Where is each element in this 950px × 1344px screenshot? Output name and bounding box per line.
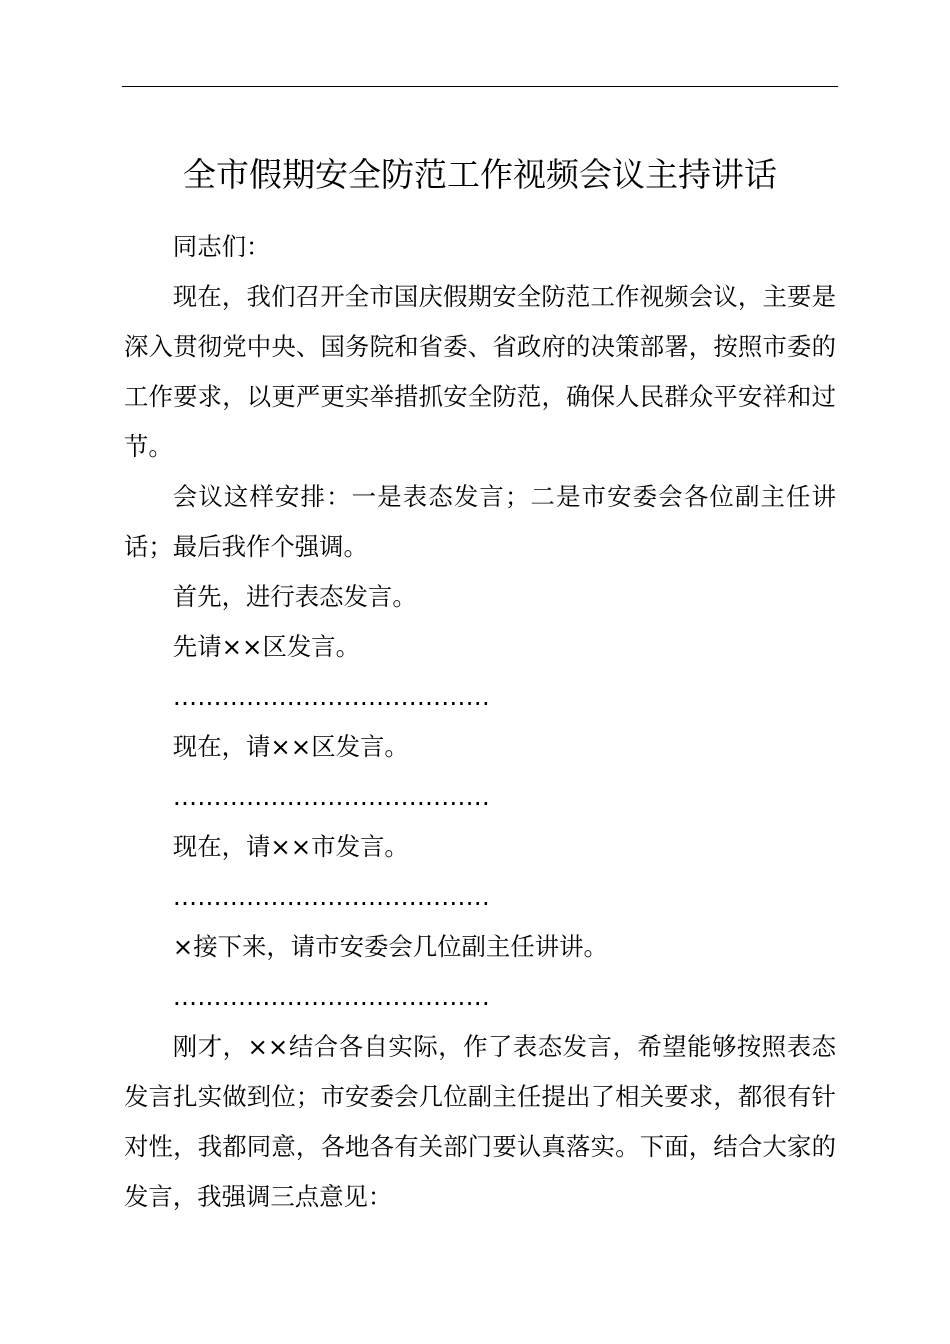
ellipsis-line: ………………………………… bbox=[172, 682, 490, 711]
paragraph-speaker-3: 现在，请××市发言。 bbox=[172, 832, 409, 861]
paragraph-agenda: 会议这样安排：一是表态发言；二是市安委会各位副主任讲话；最后我作个强调。 bbox=[124, 482, 836, 561]
ellipsis-line: ………………………………… bbox=[172, 982, 490, 1011]
paragraph-summary: 刚才，××结合各自实际，作了表态发言，希望能够按照表态发言扎实做到位；市安委会几位副主任提出了相关要求，都很有针对性，我都同意，各地各有关部门要认真落实。下面，结合大家的发言，我强调三点意见： bbox=[124, 1032, 836, 1211]
ellipsis-line: ………………………………… bbox=[172, 782, 490, 811]
document-title: 全市假期安全防范工作视频会议主持讲话 bbox=[183, 155, 777, 194]
document-body bbox=[124, 222, 836, 1222]
paragraph-first: 首先，进行表态发言。 bbox=[172, 582, 417, 611]
paragraph-vice-directors: ×接下来，请市安委会几位副主任讲讲。 bbox=[172, 932, 608, 961]
paragraph-intro: 现在，我们召开全市国庆假期安全防范工作视频会议，主要是深入贯彻党中央、国务院和省委、省政府的决策部署，按照市委的工作要求，以更严更实举措抓安全防范，确保人民群众平安祥和过节。 bbox=[124, 282, 836, 461]
header-rule bbox=[122, 86, 838, 87]
ellipsis-line: ………………………………… bbox=[172, 882, 490, 911]
paragraph-speaker-1: 先请××区发言。 bbox=[172, 632, 361, 661]
salutation: 同志们： bbox=[172, 232, 271, 261]
paragraph-speaker-2: 现在，请××区发言。 bbox=[172, 732, 409, 761]
